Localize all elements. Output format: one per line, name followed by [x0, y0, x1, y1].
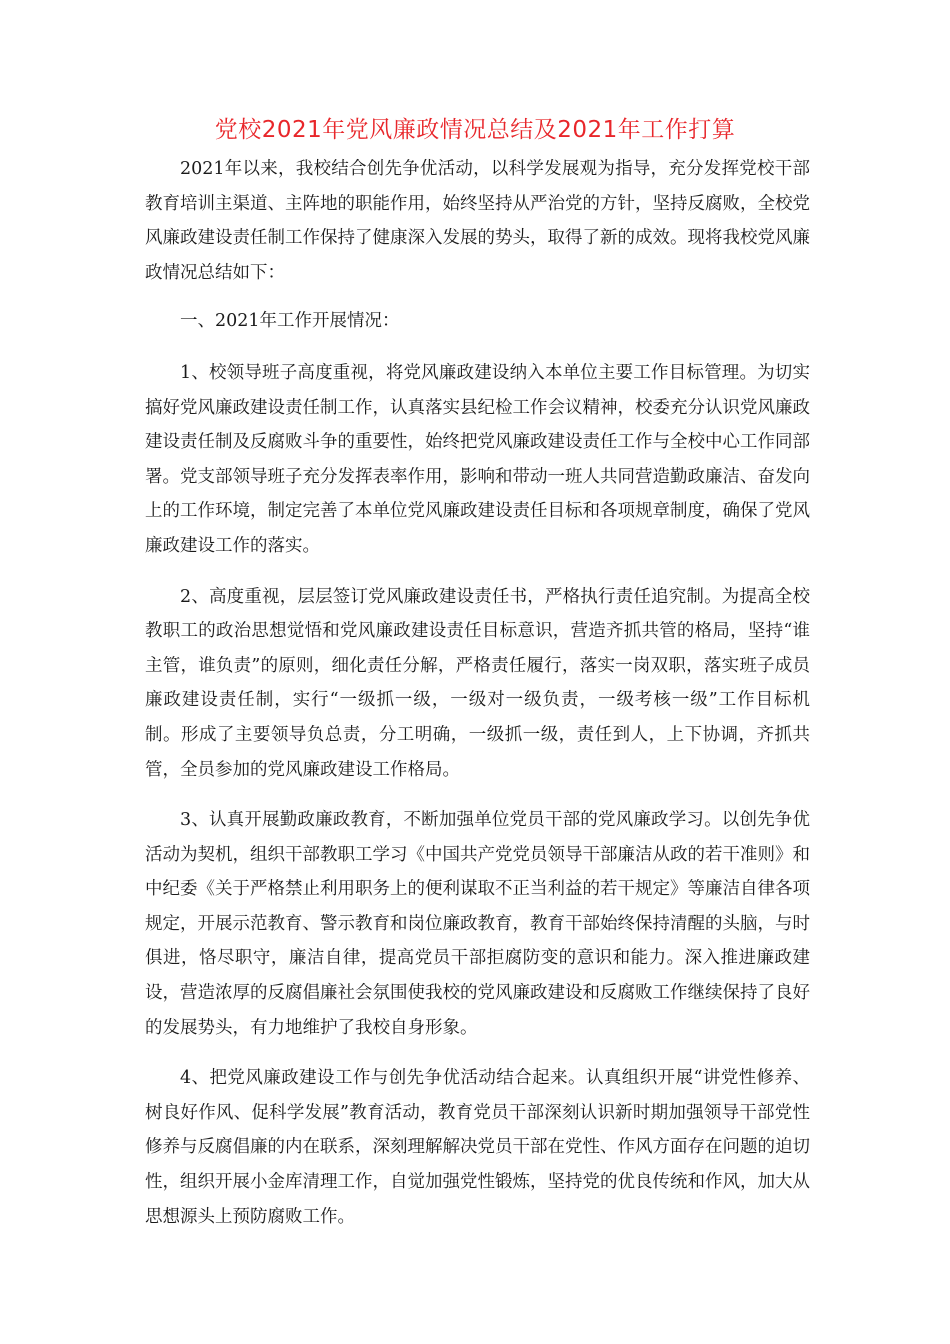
section-heading: 一、2021年工作开展情况：: [180, 311, 400, 332]
paragraph-intro: 2021年以来，我校结合创先争优活动，以科学发展观为指导，充分发挥党校干部教育培训主渠道、主阵地的职能作用，始终坚持从严治党的方针，坚持反腐败，全校党风廉政建设责任制工作保持了健康深入发展的势头，取得了新的成效。现将我校党风廉政情况总结如下：: [145, 159, 810, 283]
paragraph-item-4: 4、把党风廉政建设工作与创先争优活动结合起来。认真组织开展“讲党性修养、树良好作风、促科学发展”教育活动，教育党员干部深刻认识新时期加强领导干部党性修养与反腐倡廉的内在联系，深刻理解解决党员干部在党性、作风方面存在问题的迫切性，组织开展小金库清理工作，自觉加强党性锻炼，坚持党的优良传统和作风，加大从思想源头上预防腐败工作。: [145, 1068, 810, 1227]
document-body: [145, 152, 810, 1234]
paragraph-item-3: 3、认真开展勤政廉政教育，不断加强单位党员干部的党风廉政学习。以创先争优活动为契机，组织干部教职工学习《中国共产党党员领导干部廉洁从政的若干准则》和中纪委《关于严格禁止利用职务上的便利谋取不正当利益的若干规定》等廉洁自律各项规定，开展示范教育、警示教育和岗位廉政教育，教育干部始终保持清醒的头脑，与时俱进，恪尽职守，廉洁自律，提高党员干部拒腐防变的意识和能力。深入推进廉政建设，营造浓厚的反腐倡廉社会氛围使我校的党风廉政建设和反腐败工作继续保持了良好的发展势头，有力地维护了我校自身形象。: [145, 810, 810, 1038]
paragraph-item-1: 1、校领导班子高度重视，将党风廉政建设纳入本单位主要工作目标管理。为切实搞好党风廉政建设责任制工作，认真落实县纪检工作会议精神，校委充分认识党风廉政建设责任制及反腐败斗争的重要性，始终把党风廉政建设责任工作与全校中心工作同部署。党支部领导班子充分发挥表率作用，影响和带动一班人共同营造勤政廉洁、奋发向上的工作环境，制定完善了本单位党风廉政建设责任目标和各项规章制度，确保了党风廉政建设工作的落实。: [145, 362, 810, 556]
document-title: 党校2021年党风廉政情况总结及2021年工作打算: [214, 117, 736, 143]
paragraph-item-2: 2、高度重视，层层签订党风廉政建设责任书，严格执行责任追究制。为提高全校教职工的政治思想觉悟和党风廉政建设责任目标意识，营造齐抓共管的格局，坚持“谁主管，谁负责”的原则，细化责任分解，严格责任履行，落实一岗双职，落实班子成员廉政建设责任制，实行“一级抓一级，一级对一级负责，一级考核一级”工作目标机制。形成了主要领导负总责，分工明确，一级抓一级，责任到人，上下协调，齐抓共管，全员参加的党风廉政建设工作格局。: [145, 586, 810, 780]
